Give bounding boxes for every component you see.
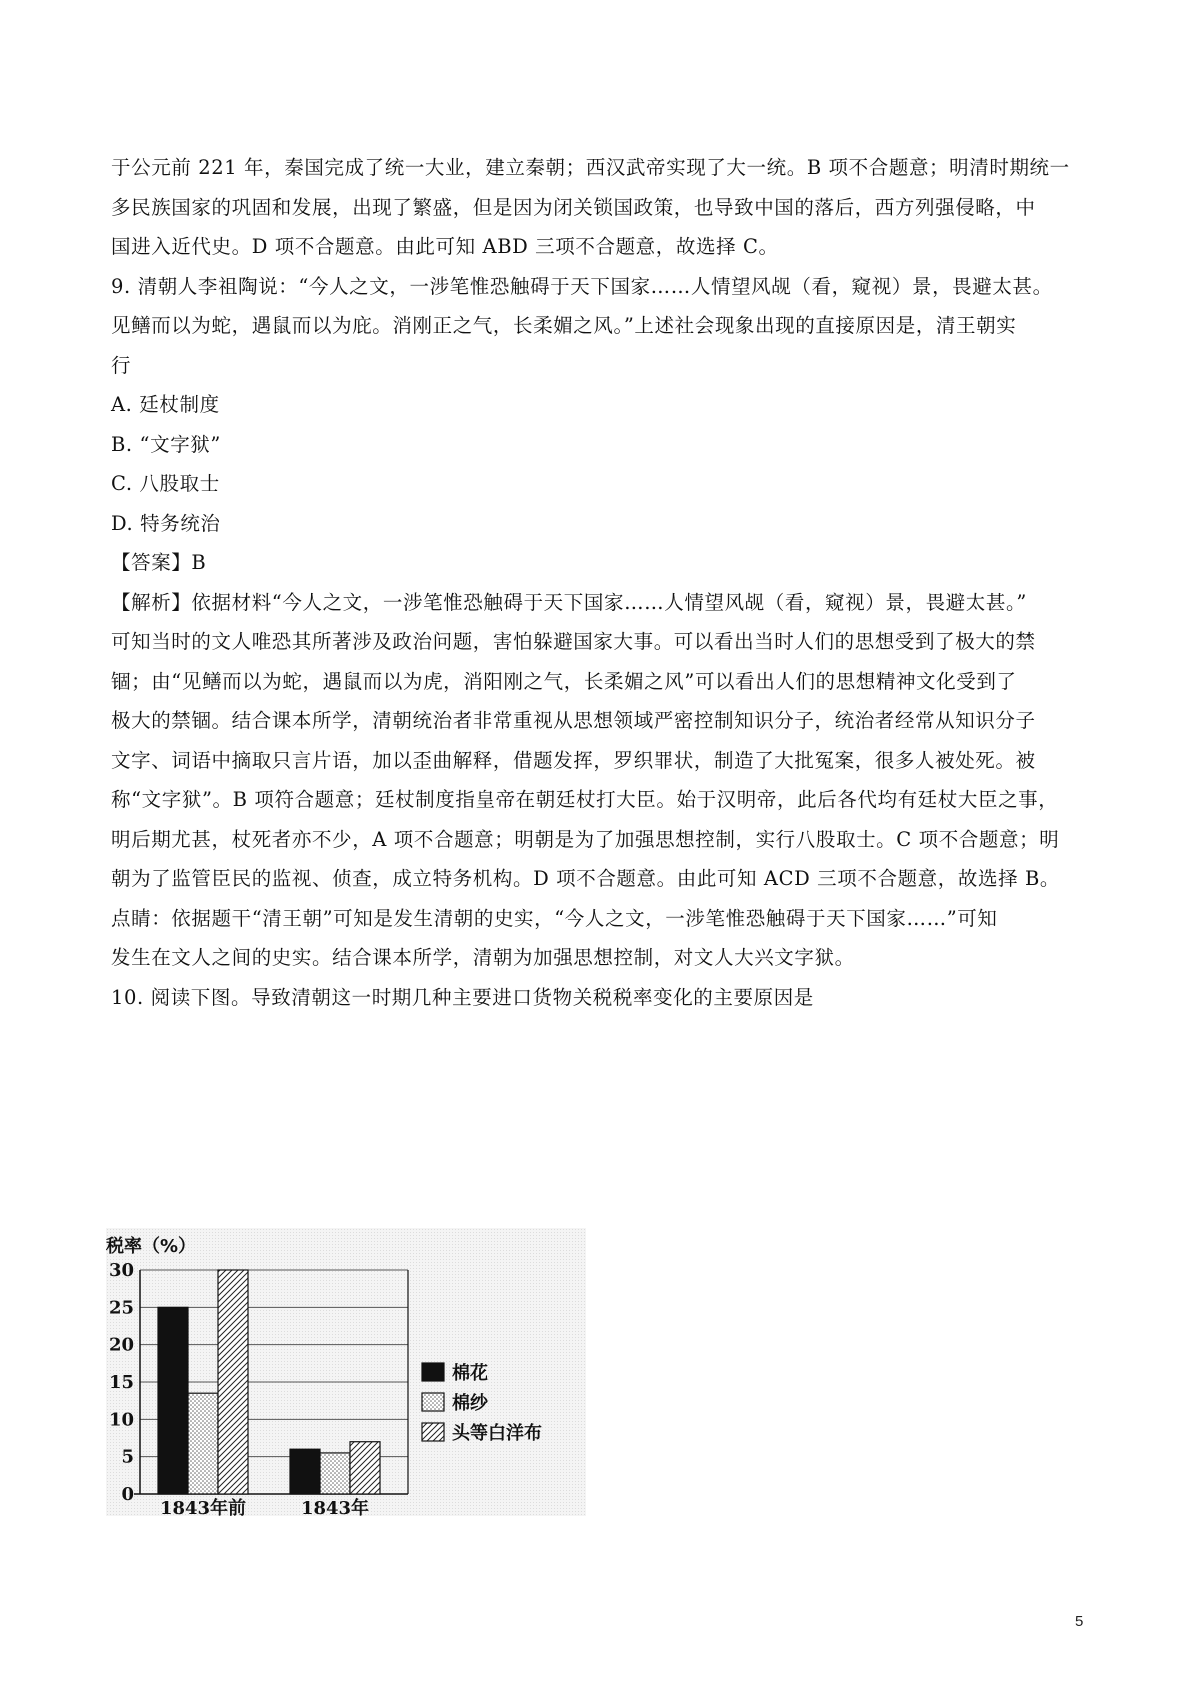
- text-line: 明后期尤甚，杖死者亦不少，A 项不合题意；明朝是为了加强思想控制，实行八股取士。C 项不合题意；明: [111, 827, 1060, 851]
- y-tick-label: 0: [121, 1484, 134, 1505]
- legend-label: 棉花: [452, 1363, 488, 1384]
- text-line: 行: [111, 353, 132, 377]
- text-line: D. 特务统治: [111, 511, 221, 535]
- document-body: [111, 148, 1101, 1017]
- legend-label: 棉纱: [452, 1393, 488, 1414]
- text-line: 10. 阅读下图。导致清朝这一时期几种主要进口货物关税税率变化的主要原因是: [111, 985, 814, 1009]
- y-tick-label: 5: [121, 1446, 134, 1468]
- text-line: 称“文字狱”。B 项符合题意；廷杖制度指皇帝在朝廷杖打大臣。始于汉明帝，此后各代均有廷杖大臣之事，: [111, 788, 1059, 811]
- x-tick-label: 1843年: [300, 1498, 370, 1516]
- bar-棉花: [290, 1449, 320, 1494]
- y-tick-label: 10: [108, 1409, 134, 1431]
- legend-label: 头等白洋布: [452, 1423, 542, 1444]
- text-line: 极大的禁锢。结合课本所学，清朝统治者非常重视从思想领域严密控制知识分子，统治者经常从知识分子: [111, 709, 1036, 732]
- x-tick-label: 1843年前: [159, 1498, 247, 1516]
- y-tick-label: 25: [108, 1297, 134, 1319]
- text-line: 点睛：依据题干“清王朝”可知是发生清朝的史实，“今人之文，一涉笔惟恐触碍于天下国家……”可知: [111, 906, 998, 930]
- tariff-bar-chart: [106, 1228, 586, 1516]
- text-line: 见鳝而以为蛇，遇鼠而以为庇。消刚正之气，长柔媚之风。”上述社会现象出现的直接原因是，清王朝实: [111, 314, 1017, 337]
- tariff-chart: [106, 1228, 586, 1516]
- legend-swatch: [422, 1363, 444, 1381]
- text-line: 【解析】依据材料“今人之文，一涉笔惟恐触碍于天下国家……人情望风觇（看，窥视）景，畏避太甚。”: [111, 590, 1027, 614]
- text-line: 文字、词语中摘取只言片语，加以歪曲解释，借题发挥，罗织罪状，制造了大批冤案，很多人被处死。被: [111, 748, 1036, 772]
- text-line: 国进入近代史。D 项不合题意。由此可知 ABD 三项不合题意，故选择 C。: [111, 235, 779, 258]
- text-line: C. 八股取士: [111, 472, 220, 495]
- y-tick-label: 20: [108, 1334, 134, 1356]
- y-axis-title: 税率（%）: [106, 1236, 197, 1257]
- text-line: 9. 清朝人李祖陶说：“今人之文，一涉笔惟恐触碍于天下国家……人情望风觇（看，窥视）景，畏避太甚。: [111, 274, 1053, 298]
- text-line: 锢；由“见鳝而以为蛇，遇鼠而以为虎，消阳刚之气，长柔媚之风”可以看出人们的思想精神文化受到了: [111, 669, 1017, 693]
- page-number: 5: [1075, 1613, 1084, 1630]
- y-tick-label: 15: [108, 1372, 134, 1393]
- text-line: 发生在文人之间的史实。结合课本所学，清朝为加强思想控制，对文人大兴文字狱。: [111, 946, 855, 969]
- y-tick-label: 30: [108, 1260, 134, 1281]
- text-line: 可知当时的文人唯恐其所著涉及政治问题，害怕躲避国家大事。可以看出当时人们的思想受到了极大的禁: [111, 630, 1036, 653]
- bar-棉纱: [188, 1393, 218, 1494]
- bar-头等白洋布: [350, 1442, 380, 1494]
- legend-swatch: [422, 1393, 444, 1411]
- bar-头等白洋布: [218, 1270, 248, 1494]
- legend-swatch: [422, 1423, 444, 1441]
- text-line: B. “文字狱”: [111, 432, 221, 456]
- text-line: 于公元前 221 年，秦国完成了统一大业，建立秦朝；西汉武帝实现了大一统。B 项不合题意；明清时期统一: [111, 156, 1070, 179]
- text-line: 朝为了监管臣民的监视、侦查，成立特务机构。D 项不合题意。由此可知 ACD 三项不合题意，故选择 B。: [111, 867, 1060, 890]
- bar-棉花: [158, 1307, 188, 1494]
- text-line: 多民族国家的巩固和发展，出现了繁盛，但是因为闭关锁国政策，也导致中国的落后，西方列强侵略，中: [111, 195, 1036, 219]
- text-line: A. 廷杖制度: [111, 393, 220, 416]
- bar-棉纱: [320, 1453, 350, 1494]
- text-line: 【答案】B: [111, 551, 207, 574]
